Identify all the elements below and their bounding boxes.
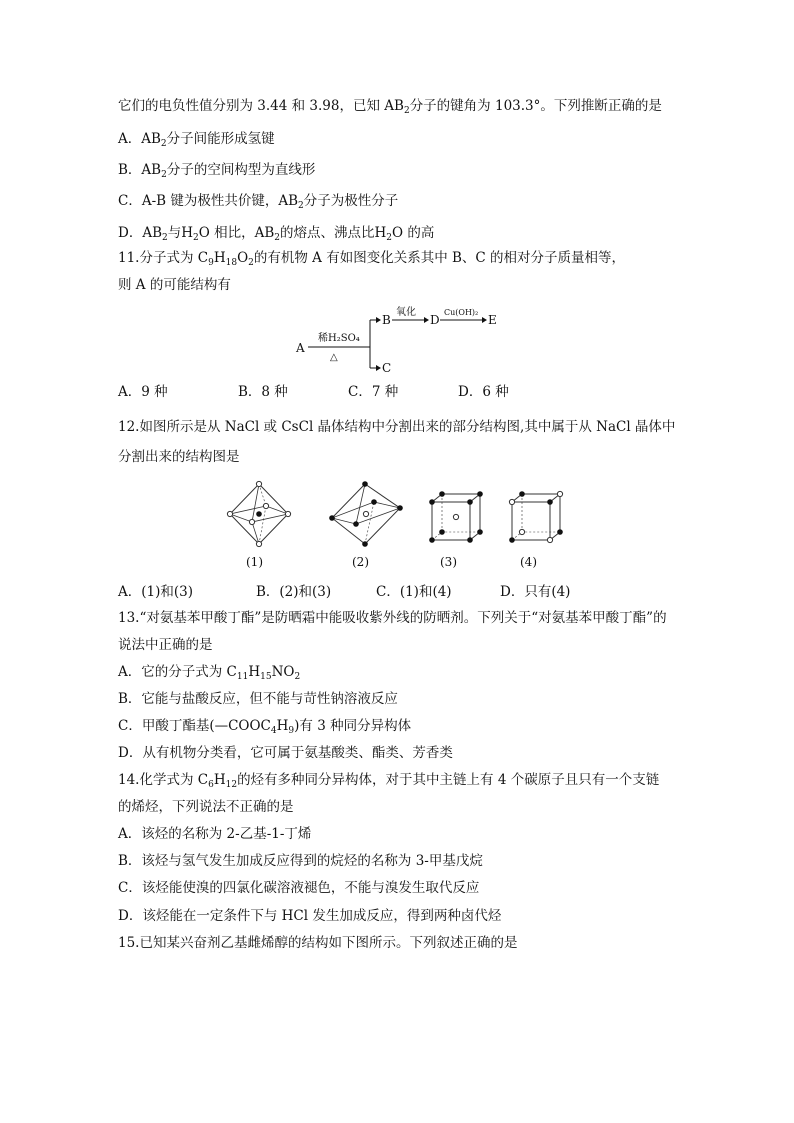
scheme-b: B [382,313,391,327]
q14-option-a: A．该烃的名称为 2-乙基-1-丁烯 [118,826,312,842]
scheme-reagent: 稀H₂SO₄ [318,333,360,344]
crystal-structure-4 [509,491,563,543]
q10-option-b: B．$AB_2$分子的空间构型为直线形 [118,162,316,180]
q13-option-a: A．它的分子式为 $C_{11}H_{15}NO_2$ [118,664,301,682]
q12-stem-line1: 12.如图所示是从 NaCl 或 CsCl 晶体结构中分割出来的部分结构图,其中属于从 NaCl 晶体中 [118,419,676,435]
q12-stem-line2: 分割出来的结构图是 [118,449,240,465]
q12-option-d: D．只有(4) [500,584,571,600]
q11-option-d: D．6 种 [458,384,509,400]
scheme-oxidize: 氧化 [396,307,416,318]
q14-option-c: C．该烃能使溴的四氯化碳溶液褪色，不能与溴发生取代反应 [118,880,480,896]
q12-option-b: B．(2)和(3) [256,584,332,600]
q11-option-c: C．7 种 [348,384,399,400]
q13-option-c: C．甲酸丁酯基$(—COOC_4H_9)$有 3 种同分异构体 [118,718,412,736]
crystal-figures [224,478,584,573]
scheme-d: D [430,313,440,327]
reaction-scheme [296,308,516,378]
crystal-structure-3 [429,491,483,543]
scheme-a: A [296,341,305,355]
crystal-structure-2 [329,481,403,547]
q12-option-a: A．(1)和(3) [118,584,193,600]
q14-stem-line1: 14.化学式为 $C_6H_{12}$的烃有多种同分异构体，对于其中主链上有 4 个碳原子且只有一个支链 [118,772,660,790]
q13-option-d: D．从有机物分类看，它可属于氨基酸类、酯类、芳香类 [118,745,453,761]
scheme-heat: △ [330,352,338,363]
scheme-e: E [488,313,497,327]
q15-stem: 15.已知某兴奋剂乙基雌烯醇的结构如下图所示。下列叙述正确的是 [118,935,518,951]
q11-stem-line2: 则 A 的可能结构有 [118,277,231,293]
q14-option-d: D．该烃能在一定条件下与 HCl 发生加成反应，得到两种卤代烃 [118,908,502,924]
q12-option-c: C．(1)和(4) [376,584,452,600]
q11-stem-line1: 11.分子式为 $C_9H_{18}O_2$的有机物 A 有如图变化关系其中 B、C 的相对分子质量相等， [118,250,626,268]
figure-label-1: (1) [246,555,263,569]
figure-label-2: (2) [352,555,369,569]
figure-label-3: (3) [440,555,457,569]
q11-option-b: B．8 种 [238,384,288,400]
intro-text: 它们的电负性值分别为 3.44 和 3.98，已知 $AB_2$分子的键角为 103.3°。下列推断正确的是 [118,98,662,116]
q13-stem-line1: 13.“对氨基苯甲酸丁酯”是防晒霜中能吸收紫外线的防晒剂。下列关于“对氨基苯甲酸丁酯”的 [118,610,667,626]
q11-option-a: A．9 种 [118,384,168,400]
q10-option-a: A．$AB_2$分子间能形成氢键 [118,131,275,149]
q12-options [118,583,570,601]
figure-label-4: (4) [520,555,537,569]
q10-option-c: C．A-B 键为极性共价键，$AB_2$分子为极性分子 [118,193,399,211]
q14-stem-line2: 的烯烃，下列说法不正确的是 [118,799,294,815]
q13-stem-line2: 说法中正确的是 [118,637,213,653]
scheme-c: C [382,361,392,375]
q10-option-d: D．$AB_2$与$H_2O$ 相比，$AB_2$的熔点、沸点比$H_2O$ 的高 [118,225,435,243]
q14-option-b: B．该烃与氢气发生加成反应得到的烷烃的名称为 3-甲基戊烷 [118,853,483,869]
scheme-cu: Cu(OH)₂ [444,308,479,317]
crystal-structure-1 [227,481,290,546]
q11-options [118,383,509,401]
q13-option-b: B．它能与盐酸反应，但不能与苛性钠溶液反应 [118,691,398,707]
